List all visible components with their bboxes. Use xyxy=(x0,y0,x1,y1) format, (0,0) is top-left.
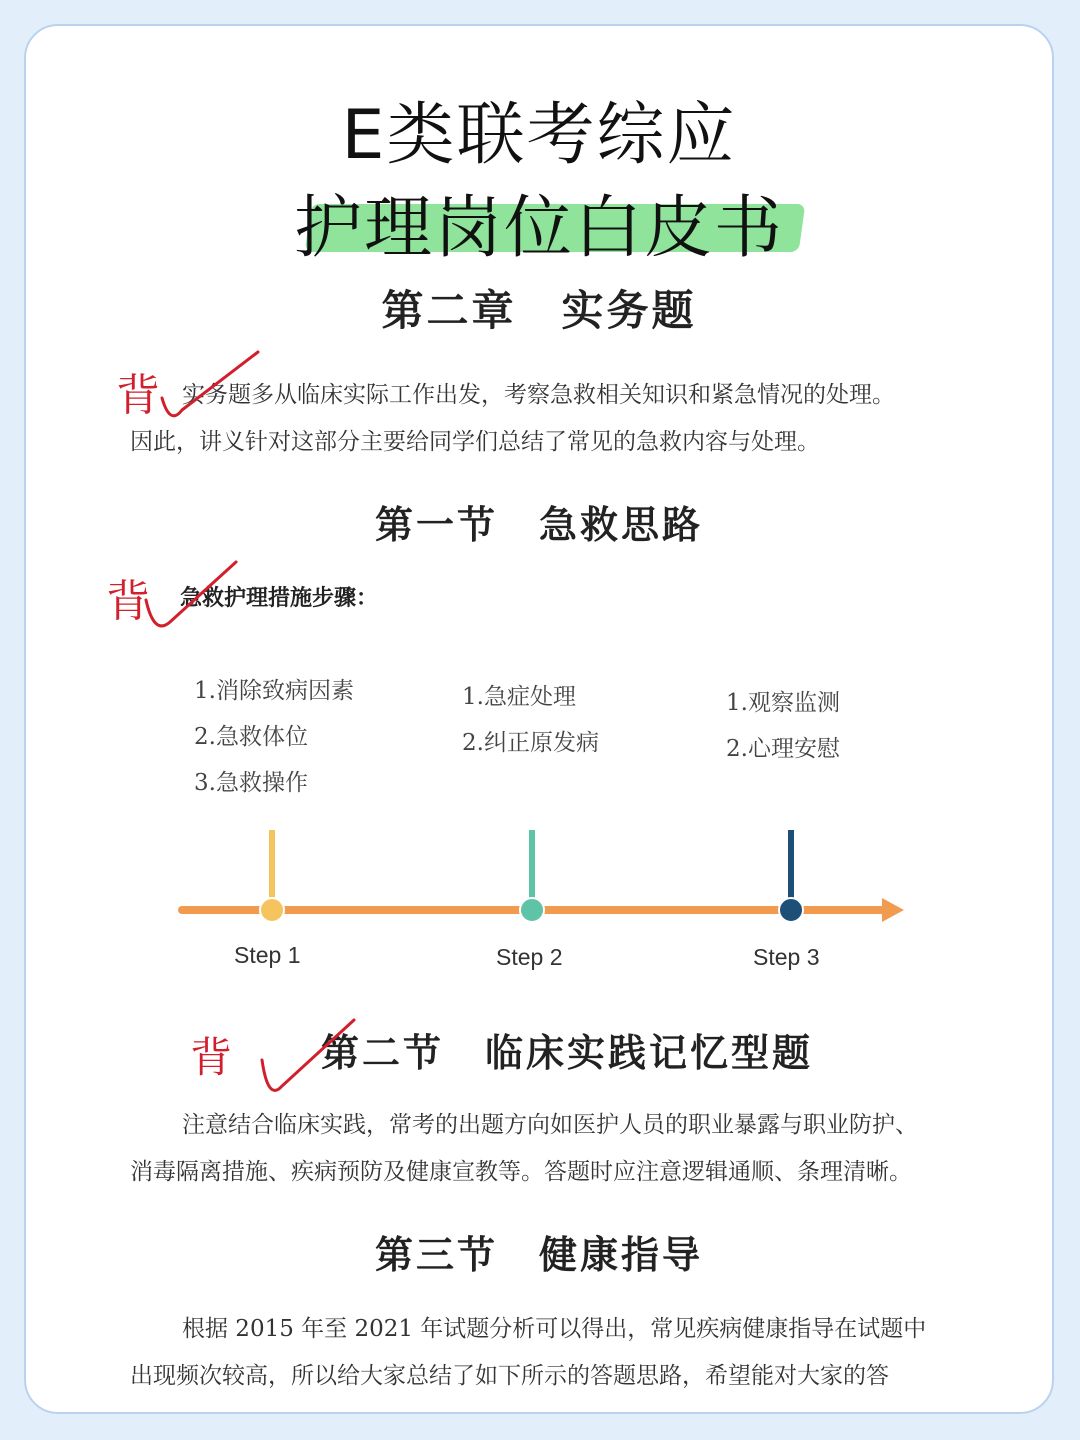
step-2-marker xyxy=(520,898,544,922)
intro-line-1: 实务题多从临床实际工作出发，考察急救相关知识和紧急情况的处理。 xyxy=(182,382,895,408)
section-3-line-2: 出现频次较高，所以给大家总结了如下所示的答题思路，希望能对大家的答 xyxy=(130,1363,889,1389)
step-2-items xyxy=(462,674,599,766)
step-1-item: 2.急救体位 xyxy=(194,724,308,750)
handwritten-bei-char: 背 xyxy=(190,1033,233,1082)
step-1-marker xyxy=(260,898,284,922)
title-line-1: E类联考综应 xyxy=(341,96,737,175)
section-2-heading: 第二节 临床实践记忆型题 xyxy=(320,1030,813,1075)
intro-paragraph xyxy=(130,372,960,466)
step-1-item: 3.急救操作 xyxy=(194,770,308,796)
handwritten-bei-char: 背 xyxy=(106,576,150,627)
step-2-label: Step 2 xyxy=(496,944,563,970)
step-3-item: 2.心理安慰 xyxy=(726,736,840,762)
timeline-arrowhead xyxy=(882,898,904,922)
intro-line-2: 因此，讲义针对这部分主要给同学们总结了常见的急救内容与处理。 xyxy=(130,429,820,455)
section-1-heading: 第一节 急救思路 xyxy=(374,502,703,547)
section-2-paragraph xyxy=(130,1102,960,1196)
step-1-items xyxy=(194,668,354,806)
title-line-2: 护理岗位白皮书 xyxy=(293,189,784,268)
step-3-item: 1.观察监测 xyxy=(726,690,840,716)
step-3-items xyxy=(726,680,840,772)
step-2-item: 2.纠正原发病 xyxy=(462,730,599,756)
step-1-item: 1.消除致病因素 xyxy=(194,678,354,704)
step-3-marker xyxy=(779,898,803,922)
page-card xyxy=(24,24,1054,1414)
step-3-label: Step 3 xyxy=(753,944,820,970)
section-3-line-1: 根据 2015 年至 2021 年试题分析可以得出，常见疾病健康指导在试题中 xyxy=(182,1316,927,1342)
section-2-line-1: 注意结合临床实践，常考的出题方向如医护人员的职业暴露与职业防护、 xyxy=(182,1112,918,1138)
chapter-heading: 第二章 实务题 xyxy=(381,286,697,335)
section-3-paragraph xyxy=(130,1306,960,1400)
handwritten-bei-char: 背 xyxy=(116,370,160,421)
step-1-label: Step 1 xyxy=(234,942,301,968)
step-2-item: 1.急症处理 xyxy=(462,684,576,710)
section-2-line-2: 消毒隔离措施、疾病预防及健康宣教等。答题时应注意逻辑通顺、条理清晰。 xyxy=(130,1159,912,1185)
section-3-heading: 第三节 健康指导 xyxy=(374,1232,703,1277)
steps-label: 急救护理措施步骤： xyxy=(180,585,379,611)
